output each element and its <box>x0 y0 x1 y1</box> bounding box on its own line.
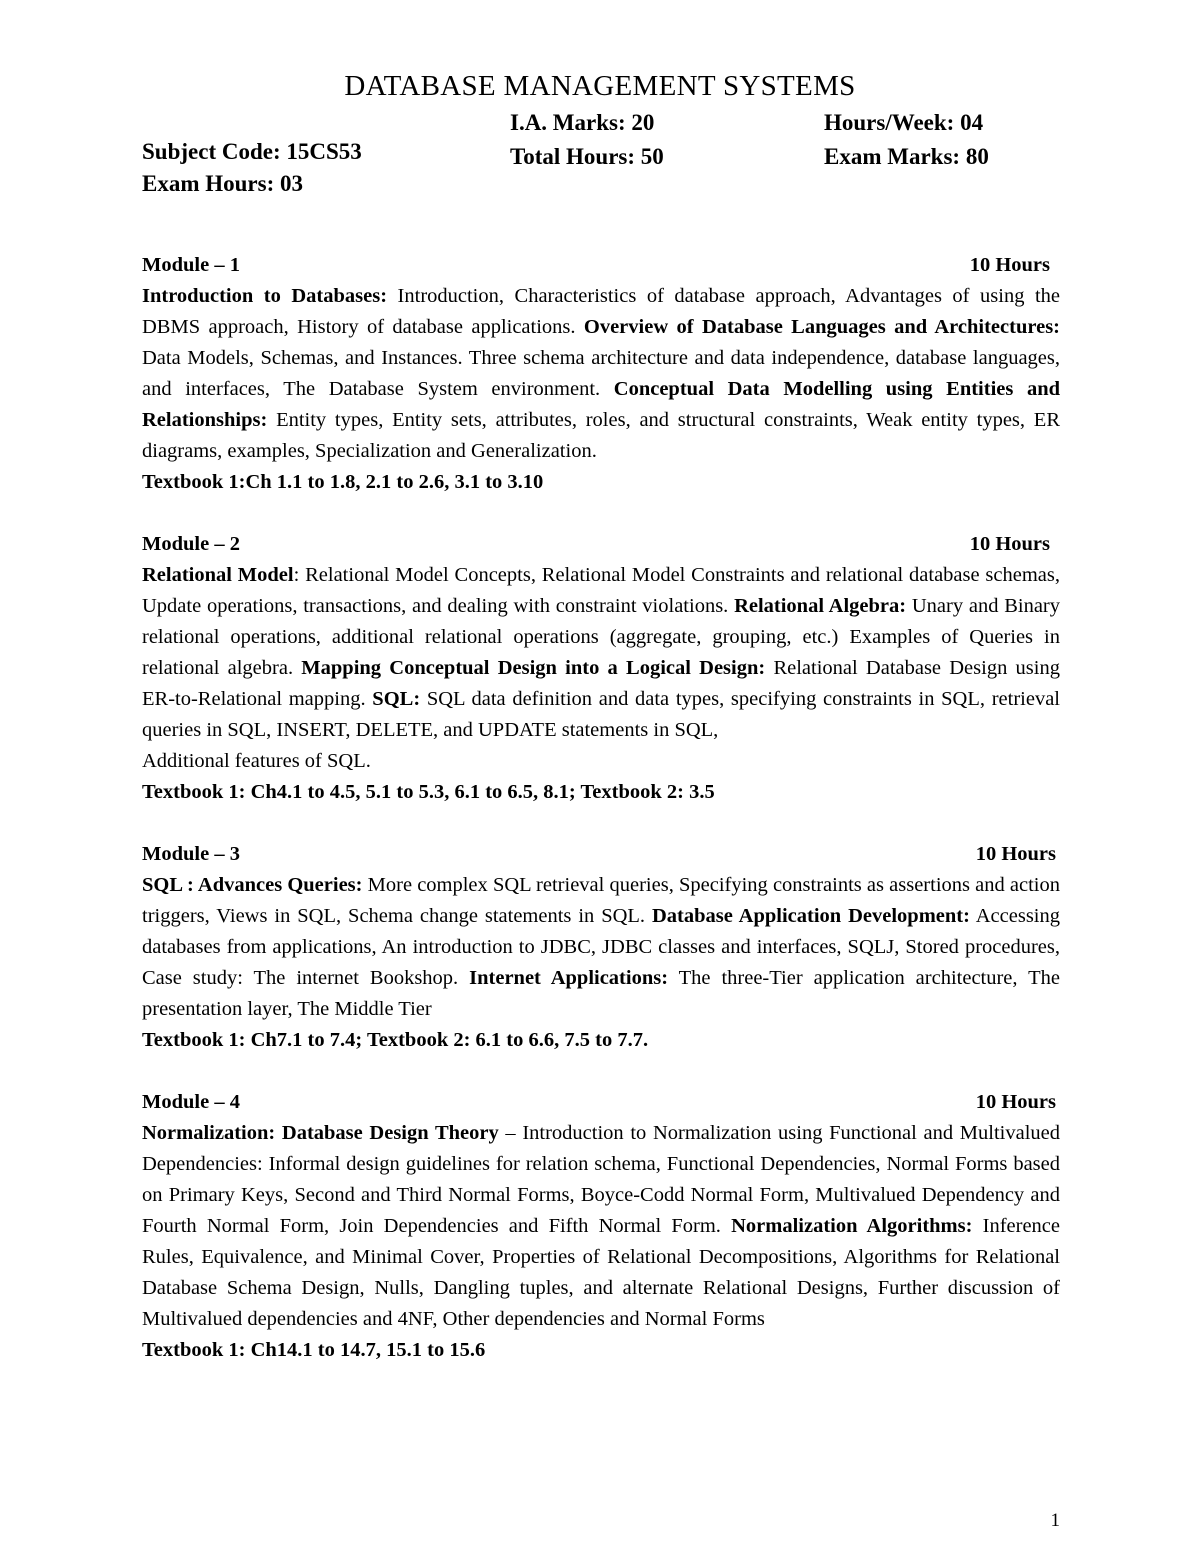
topic-text: More complex SQL retrieval queries, Specifying constraints as assertions and action triggers, Views in SQL, Schema change statements in SQL. <box>142 874 1060 927</box>
module-description <box>142 870 1060 1025</box>
module-hours: 10 Hours <box>975 843 1056 865</box>
topic-text: Data Models, Schemas, and Instances. Three schema architecture and data independence, database languages, and interfaces, The Database System environment. <box>142 347 1060 400</box>
topic-text: Relational Database Design using ER-to-Relational mapping. <box>142 657 1060 710</box>
module-textbook: Textbook 1: Ch4.1 to 4.5, 5.1 to 5.3, 6.1 to 6.5, 8.1; Textbook 2: 3.5 <box>142 781 715 803</box>
topic-text: Inference Rules, Equivalence, and Minimal Cover, Properties of Relational Decompositions, Algorithms for Relational Database Schema Design, Nulls, Dangling tuples, and alternate Relational Designs, Further discussion of Multivalued dependencies and 4NF, Other dependencies and Normal Forms <box>142 1215 1060 1330</box>
topic-text: The three-Tier application architecture, The presentation layer, The Middle Tier <box>142 967 1060 1020</box>
module-extra-line: Additional features of SQL. <box>142 750 371 772</box>
topic-heading: SQL: <box>372 688 421 710</box>
module-textbook: Textbook 1: Ch14.1 to 14.7, 15.1 to 15.6 <box>142 1339 486 1361</box>
document-title: DATABASE MANAGEMENT SYSTEMS <box>344 70 856 102</box>
module-heading <box>142 529 1060 560</box>
module-description <box>142 281 1060 467</box>
module-label: Module – 1 <box>142 254 240 276</box>
topic-heading: Normalization Algorithms: <box>731 1215 973 1237</box>
module-heading <box>142 1087 1060 1118</box>
topic-heading: Relational Algebra: <box>734 595 907 617</box>
module-heading <box>142 250 1060 281</box>
module-hours: 10 Hours <box>969 533 1050 555</box>
module-label: Module – 2 <box>142 533 240 555</box>
module-heading <box>142 839 1060 870</box>
topic-heading: Conceptual Data Modelling using Entities and Relationships: <box>142 378 1060 431</box>
hours-per-week: Hours/Week: 04 <box>824 110 984 135</box>
exam-hours: Exam Hours: 03 <box>142 171 303 196</box>
module-textbook: Textbook 1:Ch 1.1 to 1.8, 2.1 to 2.6, 3.1 to 3.10 <box>142 471 544 493</box>
topic-text: SQL data definition and data types, specifying constraints in SQL, retrieval queries in SQL, INSERT, DELETE, and UPDATE statements in SQL, <box>142 688 1060 741</box>
page-number: 1 <box>1050 1510 1060 1531</box>
topic-text: – Introduction to Normalization using Functional and Multivalued Dependencies: Informal design guidelines for relation schema, Functional Dependencies, Normal Forms based on Primary Keys, Second and Third Normal Forms, Boyce-Codd Normal Form, Multivalued Dependency and Fourth Normal Form, Join Dependencies and Fifth Normal Form. <box>142 1122 1060 1237</box>
topic-heading: Introduction to Databases: <box>142 285 388 307</box>
topic-heading: Internet Applications: <box>469 967 669 989</box>
topic-text: Accessing databases from applications, An introduction to JDBC, JDBC classes and interfaces, SQLJ, Stored procedures, Case study: The internet Bookshop. <box>142 905 1061 989</box>
module-description <box>142 560 1060 746</box>
module-label: Module – 3 <box>142 843 240 865</box>
module-textbook: Textbook 1: Ch7.1 to 7.4; Textbook 2: 6.1 to 6.6, 7.5 to 7.7. <box>142 1029 649 1051</box>
topic-heading: Normalization: Database Design Theory <box>142 1122 499 1144</box>
topic-heading: SQL : Advances Queries: <box>142 874 363 896</box>
subject-code: Subject Code: 15CS53 <box>142 139 362 164</box>
module-1 <box>142 250 1060 498</box>
topic-text: Introduction, Characteristics of database approach, Advantages of using the DBMS approach, History of database applications. <box>142 285 1061 338</box>
module-hours: 10 Hours <box>969 254 1050 276</box>
topic-heading: Overview of Database Languages and Architectures: <box>583 316 1060 338</box>
topic-text: Entity types, Entity sets, attributes, roles, and structural constraints, Weak entity types, ER diagrams, examples, Specialization and Generalization. <box>142 409 1060 462</box>
topic-heading: Relational Model <box>142 564 294 586</box>
total-hours: Total Hours: 50 <box>510 144 664 169</box>
topic-heading: Database Application Development: <box>652 905 970 927</box>
ia-marks: I.A. Marks: 20 <box>510 110 655 135</box>
module-2 <box>142 529 1060 808</box>
modules-content <box>142 250 1060 1397</box>
exam-marks: Exam Marks: 80 <box>824 144 989 169</box>
module-3 <box>142 839 1060 1056</box>
topic-heading: Mapping Conceptual Design into a Logical Design: <box>301 657 766 679</box>
module-4 <box>142 1087 1060 1366</box>
module-label: Module – 4 <box>142 1091 240 1113</box>
module-description <box>142 1118 1060 1335</box>
module-hours: 10 Hours <box>975 1091 1056 1113</box>
topic-text: : Relational Model Concepts, Relational Model Constraints and relational database schemas, Update operations, transactions, and dealing with constraint violations. <box>142 564 1061 617</box>
topic-text: Unary and Binary relational operations, additional relational operations (aggregate, grouping, etc.) Examples of Queries in relational algebra. <box>142 595 1061 679</box>
